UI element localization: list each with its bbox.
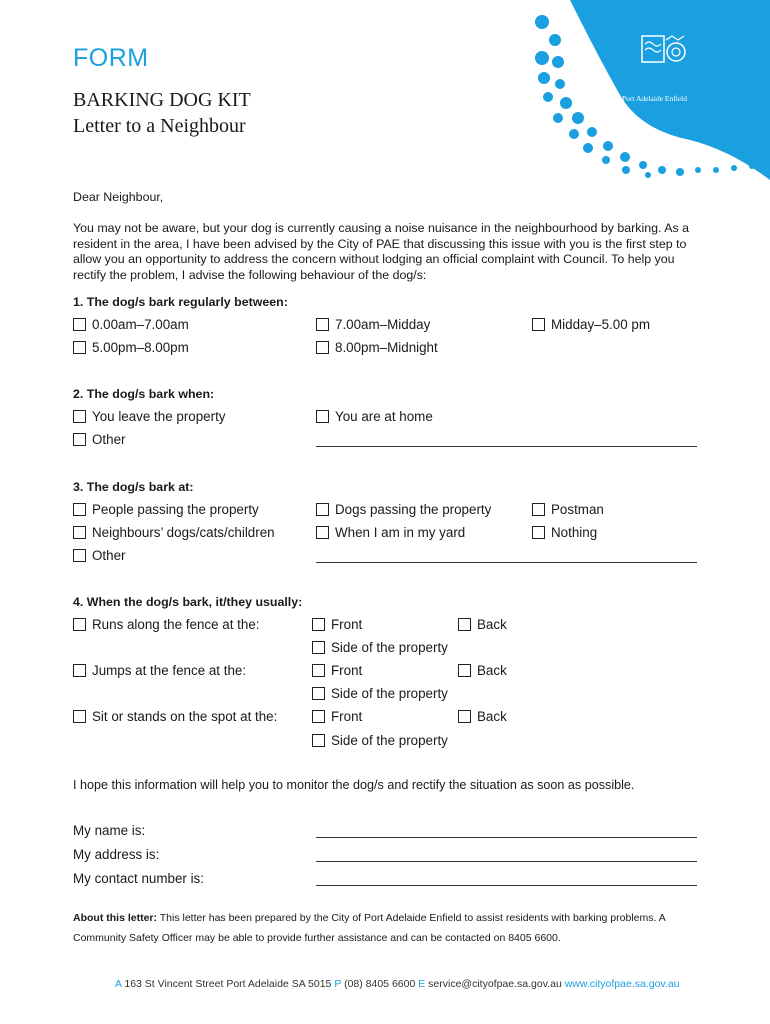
question-2-heading: 2. The dog/s bark when: <box>73 387 215 401</box>
checkbox[interactable] <box>312 664 325 677</box>
checkbox[interactable] <box>73 341 86 354</box>
q4-side-option[interactable]: Side of the property <box>312 733 448 748</box>
q4-side-option[interactable]: Side of the property <box>312 686 448 701</box>
footer-address: 163 St Vincent Street Port Adelaide SA 5015 <box>124 978 332 990</box>
footer-web[interactable]: www.cityofpae.sa.gov.au <box>564 978 680 990</box>
q3-option[interactable]: Postman <box>532 502 604 517</box>
about-letter <box>73 908 693 948</box>
q4-back-option[interactable]: Back <box>458 617 507 632</box>
q1-option[interactable]: 8.00pm–Midnight <box>316 340 438 355</box>
q4-behaviour-option[interactable]: Sit or stands on the spot at the: <box>73 709 277 724</box>
checkbox[interactable] <box>312 734 325 747</box>
address-line[interactable] <box>316 861 697 862</box>
checkbox[interactable] <box>312 710 325 723</box>
logo-text: Port Adelaide Enfield <box>622 94 687 103</box>
q1-option[interactable]: Midday–5.00 pm <box>532 317 650 332</box>
question-3-heading: 3. The dog/s bark at: <box>73 480 194 494</box>
checkbox[interactable] <box>73 503 86 516</box>
closing-text: I hope this information will help you to monitor the dog/s and rectify the situation as soon as possible. <box>73 778 635 792</box>
checkbox[interactable] <box>532 503 545 516</box>
checkbox[interactable] <box>458 664 471 677</box>
question-4-heading: 4. When the dog/s bark, it/they usually: <box>73 595 303 609</box>
q3-option[interactable]: People passing the property <box>73 502 259 517</box>
q3-option[interactable]: When I am in my yard <box>316 525 465 540</box>
q1-option[interactable]: 5.00pm–8.00pm <box>73 340 189 355</box>
q3-option[interactable]: Dogs passing the property <box>316 502 491 517</box>
checkbox[interactable] <box>458 710 471 723</box>
checkbox[interactable] <box>532 526 545 539</box>
footer: A 163 St Vincent Street Port Adelaide SA 5015 P (08) 8405 6600 E service@cityofpae.sa.gov.au www.cityofpae.sa.gov.au <box>115 978 680 990</box>
q3-option[interactable]: Nothing <box>532 525 597 540</box>
checkbox[interactable] <box>73 710 86 723</box>
q4-back-option[interactable]: Back <box>458 663 507 678</box>
about-text: This letter has been prepared by the City of Port Adelaide Enfield to assist residents with barking problems. A Community Safety Officer may be able to provide further assistance and can be contacted on 8405 6600. <box>73 912 666 944</box>
checkbox[interactable] <box>73 618 86 631</box>
page-subtitle: Letter to a Neighbour <box>73 115 246 137</box>
checkbox[interactable] <box>73 318 86 331</box>
q3-option[interactable]: Other <box>73 548 126 563</box>
checkbox[interactable] <box>532 318 545 331</box>
q4-front-option[interactable]: Front <box>312 709 362 724</box>
q1-option[interactable]: 0.00am–7.00am <box>73 317 189 332</box>
page-title: BARKING DOG KIT <box>73 89 251 111</box>
about-label: About this letter: <box>73 912 157 924</box>
q1-option[interactable]: 7.00am–Midday <box>316 317 430 332</box>
checkbox[interactable] <box>312 687 325 700</box>
q2-other-line[interactable] <box>316 446 697 447</box>
name-line[interactable] <box>316 837 697 838</box>
q3-option[interactable]: Neighbours’ dogs/cats/children <box>73 525 275 540</box>
phone-label: My contact number is: <box>73 871 204 886</box>
checkbox[interactable] <box>73 526 86 539</box>
q2-option[interactable]: You are at home <box>316 409 433 424</box>
checkbox[interactable] <box>316 526 329 539</box>
checkbox[interactable] <box>73 433 86 446</box>
footer-phone: (08) 8405 6600 <box>344 978 416 990</box>
checkbox[interactable] <box>458 618 471 631</box>
question-1-heading: 1. The dog/s bark regularly between: <box>73 295 288 309</box>
q4-back-option[interactable]: Back <box>458 709 507 724</box>
greeting: Dear Neighbour, <box>73 190 164 204</box>
q4-behaviour-option[interactable]: Jumps at the fence at the: <box>73 663 246 678</box>
address-label: My address is: <box>73 847 160 862</box>
checkbox[interactable] <box>312 618 325 631</box>
q2-option[interactable]: You leave the property <box>73 409 226 424</box>
intro-paragraph: You may not be aware, but your dog is currently causing a noise nuisance in the neighbourhood by barking. As a resident in the area, I have been advised by the City of PAE that discussing this issue with you is the first step to allow you an opportunity to address the concern without lodging an official complaint with Council. To help you rectify the problem, I advise the following behaviour of the dog/s: <box>73 221 690 282</box>
q2-option[interactable]: Other <box>73 432 126 447</box>
checkbox[interactable] <box>73 549 86 562</box>
phone-line[interactable] <box>316 885 697 886</box>
q4-front-option[interactable]: Front <box>312 663 362 678</box>
checkbox[interactable] <box>316 341 329 354</box>
checkbox[interactable] <box>73 410 86 423</box>
checkbox[interactable] <box>312 641 325 654</box>
checkbox[interactable] <box>316 503 329 516</box>
footer-email[interactable]: service@cityofpae.sa.gov.au <box>428 978 562 990</box>
checkbox[interactable] <box>316 410 329 423</box>
checkbox[interactable] <box>73 664 86 677</box>
checkbox[interactable] <box>316 318 329 331</box>
q4-front-option[interactable]: Front <box>312 617 362 632</box>
form-label: FORM <box>73 44 149 72</box>
q3-other-line[interactable] <box>316 562 697 563</box>
q4-side-option[interactable]: Side of the property <box>312 640 448 655</box>
q4-behaviour-option[interactable]: Runs along the fence at the: <box>73 617 260 632</box>
brand-dot-graphic <box>530 0 770 180</box>
name-label: My name is: <box>73 823 146 838</box>
